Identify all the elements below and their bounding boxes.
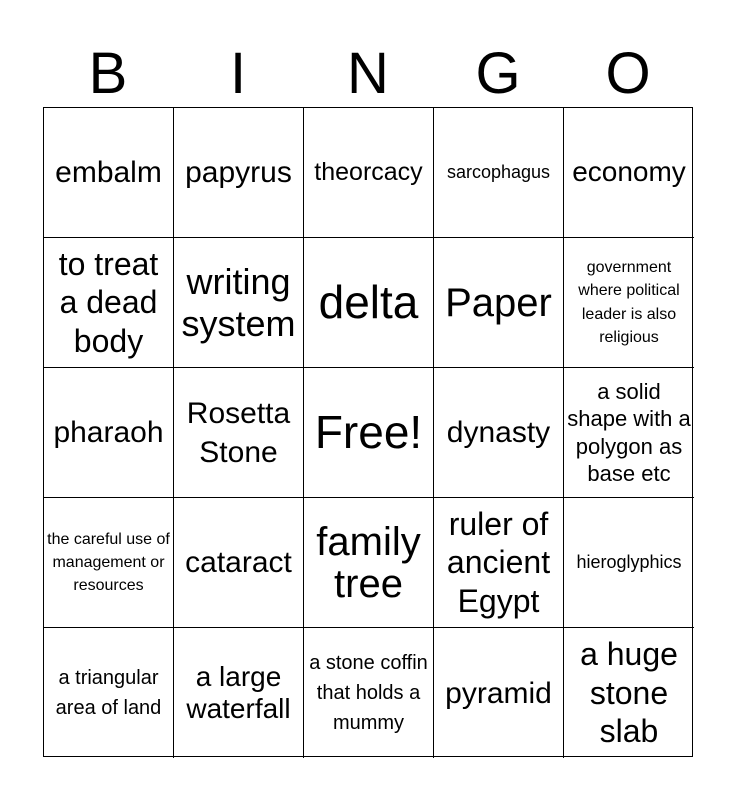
bingo-cell[interactable]: pharaoh [44,368,174,498]
bingo-cell[interactable]: embalm [44,108,174,238]
header-letter-g: G [475,41,521,106]
header-letter-i: I [229,41,247,106]
bingo-header [43,40,693,108]
bingo-cell[interactable]: a huge stone slab [580,636,678,750]
bingo-cell[interactable]: a triangular area of land [44,628,174,758]
bingo-cell[interactable]: Paper [434,238,564,368]
bingo-cell[interactable]: dynasty [434,368,564,498]
bingo-cell[interactable]: sarcophagus [434,108,564,238]
bingo-cell[interactable]: pyramid [434,628,564,758]
bingo-cell[interactable]: Rosetta Stone [174,368,304,498]
bingo-cell[interactable]: cataract [174,498,304,628]
free-space[interactable]: Free! [304,368,434,498]
bingo-cell[interactable]: hieroglyphics [564,498,694,628]
header-letter-n: N [347,41,389,106]
header-letter-b: B [88,41,128,106]
bingo-cell[interactable]: economy [564,108,694,238]
bingo-cell[interactable]: theorcacy [304,108,434,238]
bingo-cell[interactable]: papyrus [174,108,304,238]
bingo-cell[interactable]: a solid shape with a polygon as base etc [564,368,694,498]
bingo-cell[interactable]: a stone coffin that holds a mummy [304,628,434,758]
bingo-cell[interactable]: a large waterfall [174,628,304,758]
bingo-cell[interactable]: delta [304,238,434,368]
bingo-board [43,107,693,757]
bingo-cell[interactable]: government where political leader is also religious [564,238,694,368]
bingo-cell[interactable]: to treat a dead body [44,238,174,368]
bingo-cell[interactable]: writing system [174,238,304,368]
bingo-cell[interactable]: the careful use of management or resources [44,498,174,628]
header-letter-o: O [605,41,651,106]
bingo-cell[interactable]: family tree [304,498,434,628]
bingo-cell[interactable]: ruler of ancient Egypt [434,498,564,628]
